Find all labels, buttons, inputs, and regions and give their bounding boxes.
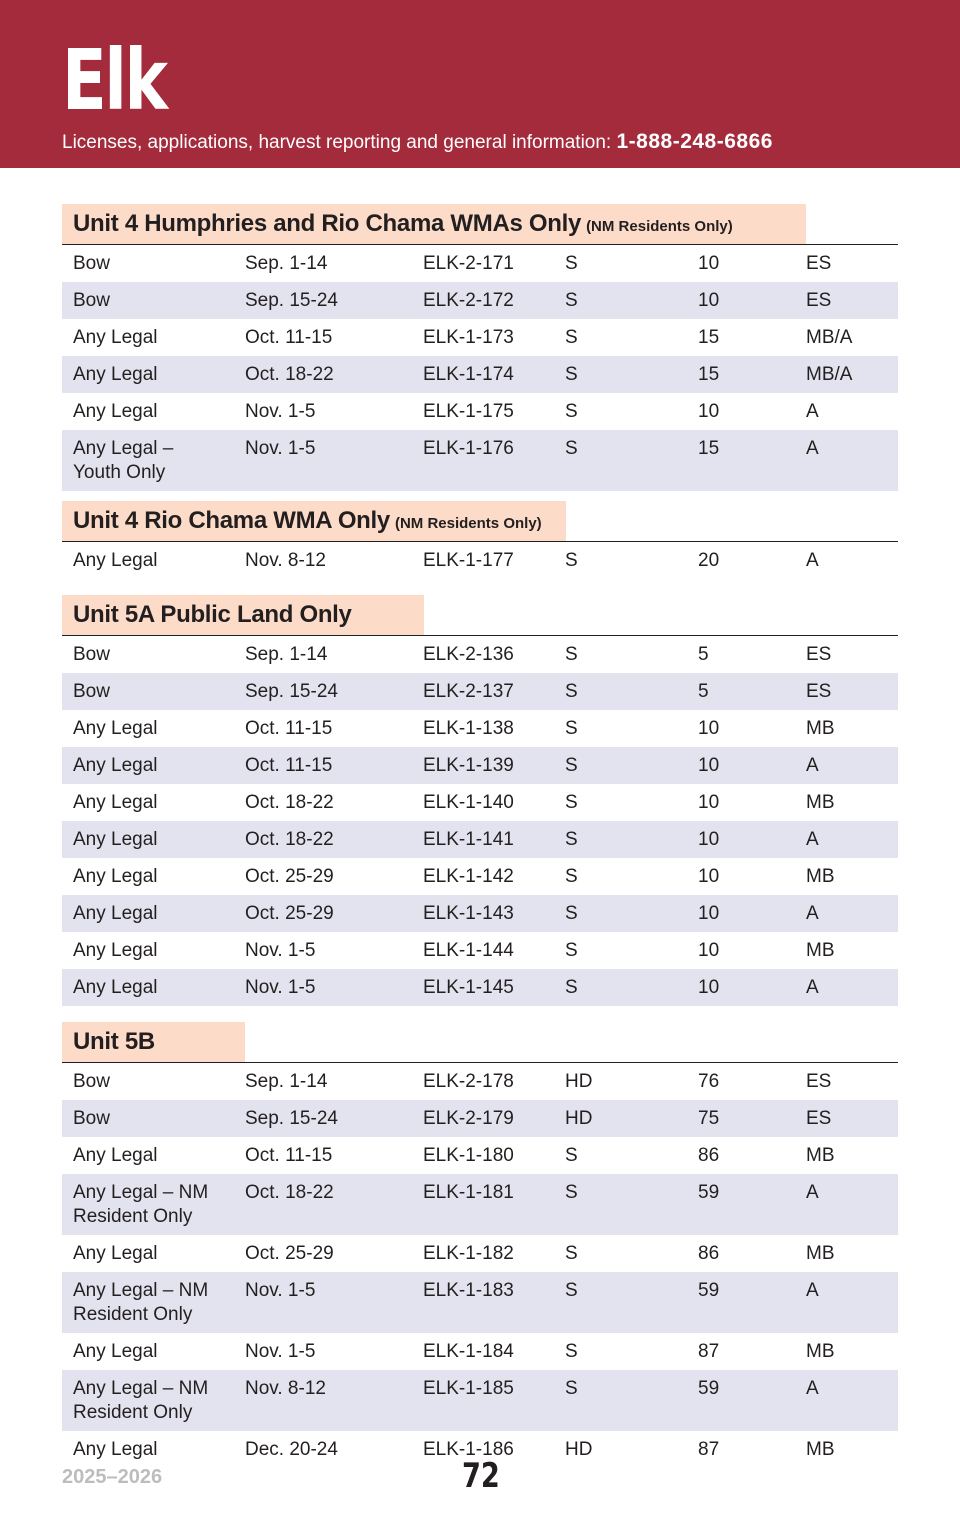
licenses-count-cell: 10 [698,977,720,998]
table-row [62,673,898,710]
licenses-count-cell: 10 [698,401,720,422]
licenses-count-cell: 10 [698,903,720,924]
hunt-code-cell: ELK-1-139 [423,755,514,776]
hunt-code-cell: ELK-1-186 [423,1439,514,1460]
unit-section [62,501,898,579]
license-type-cell: S [565,1341,578,1362]
weapon-type-cell: Any Legal [73,940,158,961]
table-row [62,1272,898,1333]
license-type-cell: S [565,1182,578,1203]
licenses-count-cell: 59 [698,1378,720,1399]
license-type-cell: S [565,1145,578,1166]
weapon-type-cell: Bow [73,1071,110,1092]
hunt-dates-cell: Oct. 25-29 [245,1243,334,1264]
bag-limit-cell: A [806,829,819,850]
licenses-count-cell: 10 [698,866,720,887]
header-info [62,130,773,155]
license-type-cell: HD [565,1439,593,1460]
license-type-cell: S [565,290,578,311]
section-title-band [62,501,566,541]
license-type-cell: S [565,903,578,924]
section-title: Unit 4 Humphries and Rio Chama WMAs Only [73,210,582,237]
unit-section [62,1022,898,1468]
weapon-type-cell: Any Legal [73,903,158,924]
weapon-type-cell: Any Legal [73,327,158,348]
hunt-code-cell: ELK-1-142 [423,866,514,887]
hunt-code-cell: ELK-2-136 [423,644,514,665]
license-type-cell: S [565,755,578,776]
bag-limit-cell: MB [806,940,835,961]
table-row [62,747,898,784]
hunt-code-cell: ELK-1-182 [423,1243,514,1264]
bag-limit-cell: ES [806,253,832,274]
hunt-code-cell: ELK-2-178 [423,1071,514,1092]
hunt-dates-cell: Sep. 15-24 [245,1108,338,1129]
license-type-cell: S [565,829,578,850]
hunt-code-cell: ELK-1-141 [423,829,514,850]
footer-year: 2025–2026 [62,1466,163,1488]
hunt-code-cell: ELK-1-181 [423,1182,514,1203]
licenses-count-cell: 15 [698,327,720,348]
bag-limit-cell: MB [806,1243,835,1264]
weapon-type-cell: Any Legal [73,755,158,776]
page-number: 72 [462,1456,500,1496]
weapon-type-cell: Any Legal [73,1439,158,1460]
section-header [62,501,898,542]
licenses-count-cell: 10 [698,290,720,311]
weapon-type-cell: Any Legal [73,1341,158,1362]
phone-number: 1-888-248-6866 [616,130,773,153]
licenses-count-cell: 5 [698,681,709,702]
license-type-cell: S [565,644,578,665]
bag-limit-cell: MB [806,1439,835,1460]
hunt-code-cell: ELK-2-137 [423,681,514,702]
licenses-count-cell: 87 [698,1341,720,1362]
license-type-cell: S [565,1280,578,1301]
weapon-type-cell: Any Legal [73,364,158,385]
hunt-dates-cell: Nov. 1-5 [245,940,316,961]
licenses-count-cell: 10 [698,940,720,961]
table-row [62,1370,898,1431]
bag-limit-cell: ES [806,681,832,702]
hunt-code-cell: ELK-1-177 [423,550,514,571]
bag-limit-cell: A [806,1280,819,1301]
hunt-code-cell: ELK-2-179 [423,1108,514,1129]
table-row [62,895,898,932]
header-info-text: Licenses, applications, harvest reporting and general information: [62,132,617,153]
hunt-dates-cell: Nov. 1-5 [245,1280,316,1301]
bag-limit-cell: A [806,755,819,776]
hunt-dates-cell: Oct. 18-22 [245,1182,334,1203]
license-type-cell: S [565,681,578,702]
weapon-type-cell: Any Legal [73,792,158,813]
table-row [62,858,898,895]
section-title: Unit 5B [73,1028,155,1055]
table-row [62,1137,898,1174]
licenses-count-cell: 86 [698,1145,720,1166]
bag-limit-cell: MB [806,718,835,739]
bag-limit-cell: MB/A [806,364,853,385]
bag-limit-cell: MB [806,792,835,813]
bag-limit-cell: ES [806,290,832,311]
hunt-code-cell: ELK-2-172 [423,290,514,311]
page-title: Elk [62,31,166,129]
hunt-code-cell: ELK-1-173 [423,327,514,348]
bag-limit-cell: A [806,401,819,422]
weapon-type-cell: Any Legal – NM Resident Only [73,1378,209,1423]
licenses-count-cell: 10 [698,718,720,739]
table-row [62,245,898,282]
table-row [62,784,898,821]
weapon-type-cell: Any Legal [73,718,158,739]
hunt-dates-cell: Nov. 1-5 [245,401,316,422]
bag-limit-cell: MB [806,1145,835,1166]
table-row [62,542,898,579]
license-type-cell: S [565,792,578,813]
hunt-code-cell: ELK-1-138 [423,718,514,739]
bag-limit-cell: A [806,1182,819,1203]
licenses-count-cell: 10 [698,792,720,813]
license-type-cell: S [565,866,578,887]
table-row [62,1333,898,1370]
weapon-type-cell: Any Legal [73,401,158,422]
hunt-code-cell: ELK-1-140 [423,792,514,813]
weapon-type-cell: Any Legal – NM Resident Only [73,1182,209,1227]
license-type-cell: S [565,1243,578,1264]
section-title-band [62,1022,245,1062]
hunt-dates-cell: Nov. 8-12 [245,1378,326,1399]
table-row [62,1100,898,1137]
section-title: Unit 5A Public Land Only [73,601,352,628]
table-row [62,356,898,393]
bag-limit-cell: A [806,438,819,459]
licenses-count-cell: 20 [698,550,720,571]
licenses-count-cell: 87 [698,1439,720,1460]
table-row [62,932,898,969]
hunt-code-cell: ELK-1-180 [423,1145,514,1166]
hunt-dates-cell: Nov. 1-5 [245,438,316,459]
hunt-code-cell: ELK-1-175 [423,401,514,422]
hunt-dates-cell: Oct. 11-15 [245,718,333,739]
table-row [62,710,898,747]
licenses-count-cell: 59 [698,1280,720,1301]
section-header [62,595,898,636]
table-row [62,393,898,430]
license-type-cell: S [565,364,578,385]
license-type-cell: S [565,1378,578,1399]
license-type-cell: S [565,438,578,459]
license-type-cell: S [565,940,578,961]
hunt-table [62,204,898,1468]
table-row [62,636,898,673]
weapon-type-cell: Any Legal – NM Resident Only [73,1280,209,1325]
licenses-count-cell: 10 [698,253,720,274]
section-title-band [62,204,806,244]
hunt-dates-cell: Nov. 1-5 [245,977,316,998]
table-row [62,1063,898,1100]
table-row [62,1235,898,1272]
license-type-cell: S [565,401,578,422]
section-note: (NM Residents Only) [586,218,733,235]
licenses-count-cell: 86 [698,1243,720,1264]
licenses-count-cell: 15 [698,438,720,459]
hunt-dates-cell: Nov. 1-5 [245,1341,316,1362]
hunt-code-cell: ELK-1-176 [423,438,514,459]
weapon-type-cell: Any Legal [73,1145,158,1166]
section-title: Unit 4 Rio Chama WMA Only [73,507,390,534]
hunt-code-cell: ELK-1-184 [423,1341,514,1362]
weapon-type-cell: Bow [73,1108,110,1129]
license-type-cell: S [565,718,578,739]
table-row [62,282,898,319]
section-header [62,204,898,245]
hunt-code-cell: ELK-1-183 [423,1280,514,1301]
hunt-code-cell: ELK-1-145 [423,977,514,998]
unit-section [62,204,898,491]
hunt-dates-cell: Sep. 1-14 [245,644,328,665]
bag-limit-cell: A [806,1378,819,1399]
licenses-count-cell: 15 [698,364,720,385]
weapon-type-cell: Any Legal [73,829,158,850]
license-type-cell: HD [565,1108,593,1129]
table-row [62,1174,898,1235]
bag-limit-cell: A [806,977,819,998]
weapon-type-cell: Any Legal [73,866,158,887]
bag-limit-cell: A [806,903,819,924]
licenses-count-cell: 10 [698,829,720,850]
table-row [62,430,898,491]
unit-section [62,595,898,1006]
table-row [62,821,898,858]
hunt-dates-cell: Sep. 15-24 [245,681,338,702]
license-type-cell: S [565,977,578,998]
bag-limit-cell: A [806,550,819,571]
weapon-type-cell: Any Legal [73,1243,158,1264]
hunt-dates-cell: Oct. 11-15 [245,327,333,348]
licenses-count-cell: 5 [698,644,709,665]
license-type-cell: S [565,327,578,348]
page-header [0,0,960,168]
hunt-dates-cell: Sep. 1-14 [245,253,328,274]
hunt-dates-cell: Dec. 20-24 [245,1439,338,1460]
license-type-cell: S [565,550,578,571]
licenses-count-cell: 76 [698,1071,720,1092]
hunt-dates-cell: Oct. 25-29 [245,866,334,887]
weapon-type-cell: Bow [73,644,110,665]
hunt-dates-cell: Oct. 18-22 [245,364,334,385]
license-type-cell: S [565,253,578,274]
hunt-dates-cell: Oct. 18-22 [245,829,334,850]
hunt-dates-cell: Sep. 15-24 [245,290,338,311]
hunt-code-cell: ELK-1-174 [423,364,514,385]
hunt-dates-cell: Sep. 1-14 [245,1071,328,1092]
weapon-type-cell: Bow [73,253,110,274]
weapon-type-cell: Any Legal [73,550,158,571]
bag-limit-cell: ES [806,644,832,665]
bag-limit-cell: MB/A [806,327,853,348]
licenses-count-cell: 59 [698,1182,720,1203]
table-row [62,969,898,1006]
bag-limit-cell: MB [806,866,835,887]
licenses-count-cell: 10 [698,755,720,776]
hunt-code-cell: ELK-1-144 [423,940,514,961]
hunt-dates-cell: Oct. 18-22 [245,792,334,813]
hunt-dates-cell: Oct. 25-29 [245,903,334,924]
weapon-type-cell: Bow [73,681,110,702]
hunt-dates-cell: Oct. 11-15 [245,755,333,776]
hunt-code-cell: ELK-2-171 [423,253,514,274]
hunt-dates-cell: Oct. 11-15 [245,1145,333,1166]
bag-limit-cell: ES [806,1071,832,1092]
hunt-code-cell: ELK-1-185 [423,1378,514,1399]
licenses-count-cell: 75 [698,1108,720,1129]
section-title-band [62,595,424,635]
table-row [62,319,898,356]
section-header [62,1022,898,1063]
hunt-dates-cell: Nov. 8-12 [245,550,326,571]
weapon-type-cell: Bow [73,290,110,311]
license-type-cell: HD [565,1071,593,1092]
hunt-code-cell: ELK-1-143 [423,903,514,924]
section-note: (NM Residents Only) [394,515,542,532]
bag-limit-cell: ES [806,1108,832,1129]
weapon-type-cell: Any Legal [73,977,158,998]
bag-limit-cell: MB [806,1341,835,1362]
weapon-type-cell: Any Legal – Youth Only [73,438,174,483]
